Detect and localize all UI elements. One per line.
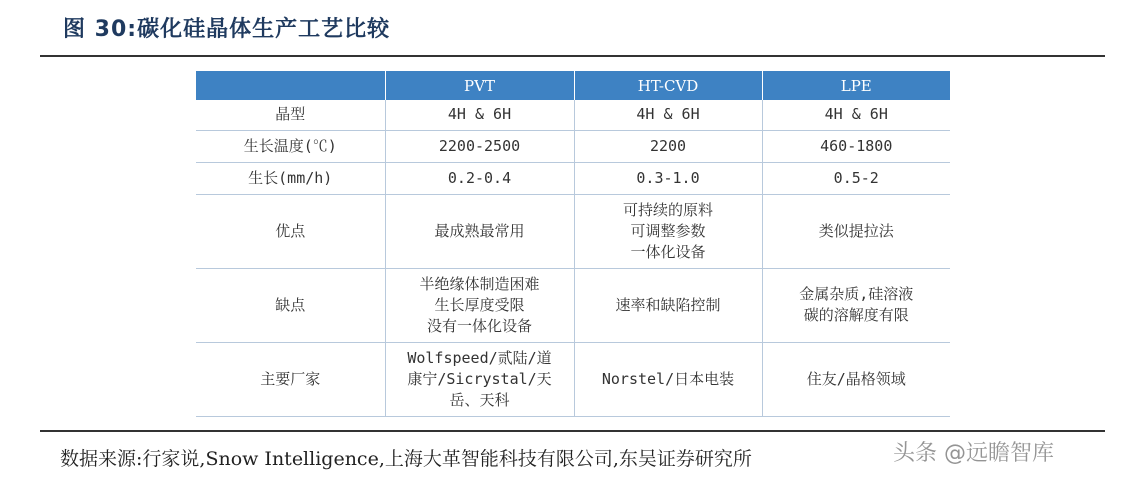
cell-line: 2200-2500 — [438, 136, 521, 155]
header-cell-lpe: LPE — [762, 71, 950, 100]
table-cell — [762, 194, 950, 268]
cell-line: 0.2-0.4 — [447, 168, 512, 187]
table-cell — [385, 268, 574, 342]
cell-line: 4H & 6H — [824, 105, 888, 124]
table-cell — [574, 162, 762, 194]
cell-line: 类似提拉法 — [818, 221, 894, 240]
watermark: 头条 @远瞻智库 — [893, 441, 1054, 466]
table-cell — [574, 130, 762, 162]
row-label: 生长温度(℃) — [196, 130, 385, 162]
table-cell — [762, 162, 950, 194]
cell-line: 速率和缺陷控制 — [615, 295, 721, 314]
cell-line: 金属杂质,硅溶液 — [799, 285, 914, 303]
cell-line: 4H & 6H — [636, 105, 700, 124]
cell-line: 半绝缘体制造困难 — [419, 274, 540, 293]
top-rule — [40, 55, 1105, 57]
cell-line: 0.3-1.0 — [636, 168, 700, 187]
table-row — [196, 130, 950, 162]
table-cell — [385, 100, 574, 130]
cell-line: 4H & 6H — [447, 105, 512, 124]
table-row — [196, 162, 950, 194]
header-cell-blank — [196, 71, 385, 100]
table-cell — [385, 162, 574, 194]
table-cell — [762, 342, 950, 416]
row-label: 优点 — [196, 194, 385, 268]
table-cell — [574, 100, 762, 130]
figure-title: 图 30:碳化硅晶体生产工艺比较 — [63, 17, 391, 42]
table-cell — [574, 342, 762, 416]
table-cell — [762, 268, 950, 342]
header-cell-htcvd: HT-CVD — [574, 71, 762, 100]
cell-line: 可调整参数 — [630, 221, 706, 240]
cell-line: 生长厚度受限 — [434, 295, 525, 314]
source-note: 数据来源:行家说,Snow Intelligence,上海大革智能科技有限公司,东吴证券研究所 — [60, 448, 752, 470]
cell-line: 一体化设备 — [630, 242, 706, 261]
cell-line: 2200 — [649, 136, 687, 155]
table-cell — [385, 342, 574, 416]
row-label: 主要厂家 — [196, 342, 385, 416]
table-row — [196, 100, 950, 130]
table-header-row — [196, 71, 950, 100]
cell-line: Wolfspeed/贰陆/道 — [407, 348, 552, 367]
cell-line: Norstel/日本电装 — [601, 369, 735, 388]
bottom-rule — [40, 430, 1105, 432]
row-label: 晶型 — [196, 100, 385, 130]
table-cell — [762, 100, 950, 130]
header-cell-pvt: PVT — [385, 71, 574, 100]
cell-line: 没有一体化设备 — [426, 316, 532, 335]
table-row — [196, 342, 950, 416]
table-body — [196, 100, 950, 416]
table-cell — [574, 194, 762, 268]
table-row — [196, 268, 950, 342]
cell-line: 碳的溶解度有限 — [803, 306, 909, 324]
table-cell — [574, 268, 762, 342]
cell-line: 可持续的原料 — [622, 200, 713, 219]
cell-line: 0.5-2 — [833, 168, 879, 187]
cell-line: 岳、天科 — [449, 390, 510, 409]
cell-line: 最成熟最常用 — [434, 221, 525, 240]
cell-line: 460-1800 — [820, 136, 893, 155]
comparison-table — [196, 71, 950, 417]
table-cell — [385, 130, 574, 162]
table-row — [196, 194, 950, 268]
cell-line: 康宁/Sicrystal/天 — [407, 369, 552, 388]
table-cell — [385, 194, 574, 268]
row-label: 缺点 — [196, 268, 385, 342]
row-label: 生长(mm/h) — [196, 162, 385, 194]
cell-line: 住友/晶格领域 — [806, 369, 906, 388]
table-cell — [762, 130, 950, 162]
